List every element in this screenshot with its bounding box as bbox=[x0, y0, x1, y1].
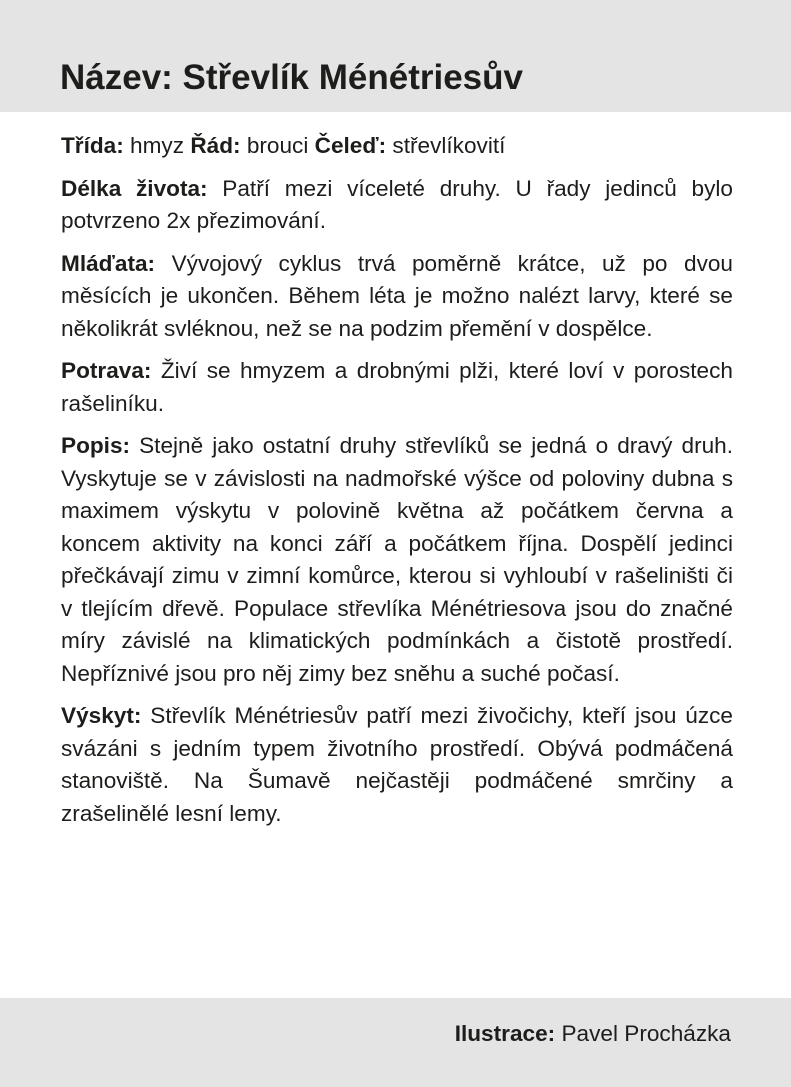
offspring-section bbox=[61, 248, 733, 346]
order-label: Řád: bbox=[190, 133, 241, 158]
lifespan-text: Patří mezi víceleté druhy. U řady jedinců bylo potvrzeno 2x přezimování. bbox=[61, 175, 733, 233]
food-section bbox=[61, 355, 733, 420]
page-title: Název: Střevlík Ménétriesův bbox=[60, 58, 523, 97]
credit-name: Pavel Procházka bbox=[561, 1021, 731, 1046]
lifespan-label: Délka života: bbox=[61, 175, 208, 201]
species-card-body bbox=[61, 130, 733, 840]
food-text: Živí se hmyzem a drobnými plži, které loví v porostech rašeliníku. bbox=[61, 358, 733, 416]
occurrence-text: Střevlík Ménétriesův patří mezi živočichy, kteří jsou úzce svázáni s jedním typem životního prostředí. Obývá podmáčená stanoviště. Na Šumavě nejčastěji podmáčené smrčiny a zrašelinělé lesní lemy. bbox=[61, 703, 733, 826]
offspring-label: Mláďata: bbox=[61, 250, 156, 276]
credit-label: Ilustrace: bbox=[454, 1021, 556, 1046]
footer-bar bbox=[0, 998, 791, 1087]
offspring-text: Vývojový cyklus trvá poměrně krátce, už po dvou měsících je ukončen. Během léta je možno nalézt larvy, které se několikrát svléknou, než se na podzim přemění v dospělce. bbox=[61, 250, 733, 341]
lifespan-section bbox=[61, 173, 733, 238]
description-label: Popis: bbox=[61, 433, 131, 458]
occurrence-section bbox=[61, 700, 733, 830]
family-value: střevlíkovití bbox=[392, 133, 506, 158]
illustration-credit bbox=[455, 1018, 731, 1050]
class-label: Třída: bbox=[61, 133, 124, 158]
title-bar bbox=[0, 0, 791, 112]
classification-line bbox=[61, 130, 733, 163]
description-section bbox=[61, 430, 733, 690]
occurrence-label: Výskyt: bbox=[61, 703, 142, 728]
family-label: Čeleď: bbox=[314, 133, 387, 158]
class-value: hmyz bbox=[130, 133, 185, 158]
food-label: Potrava: bbox=[61, 358, 152, 383]
description-text: Stejně jako ostatní druhy střevlíků se jedná o dravý druh. Vyskytuje se v závislosti na nadmořské výšce od poloviny dubna s maximem výskytu v polovině května až počátkem června a koncem aktivity na konci září a počátkem října. Dospělí jedinci přečkávají zimu v zimní komůrce, kterou si vyhloubí v rašeliništi či v tlejícím dřevě. Populace střevlíka Ménétriesova jsou do značné míry závislé na klimatických podmínkách a čistotě prostředí. Nepříznivé jsou pro něj zimy bez sněhu a suché počasí. bbox=[61, 433, 733, 686]
order-value: brouci bbox=[246, 133, 309, 158]
